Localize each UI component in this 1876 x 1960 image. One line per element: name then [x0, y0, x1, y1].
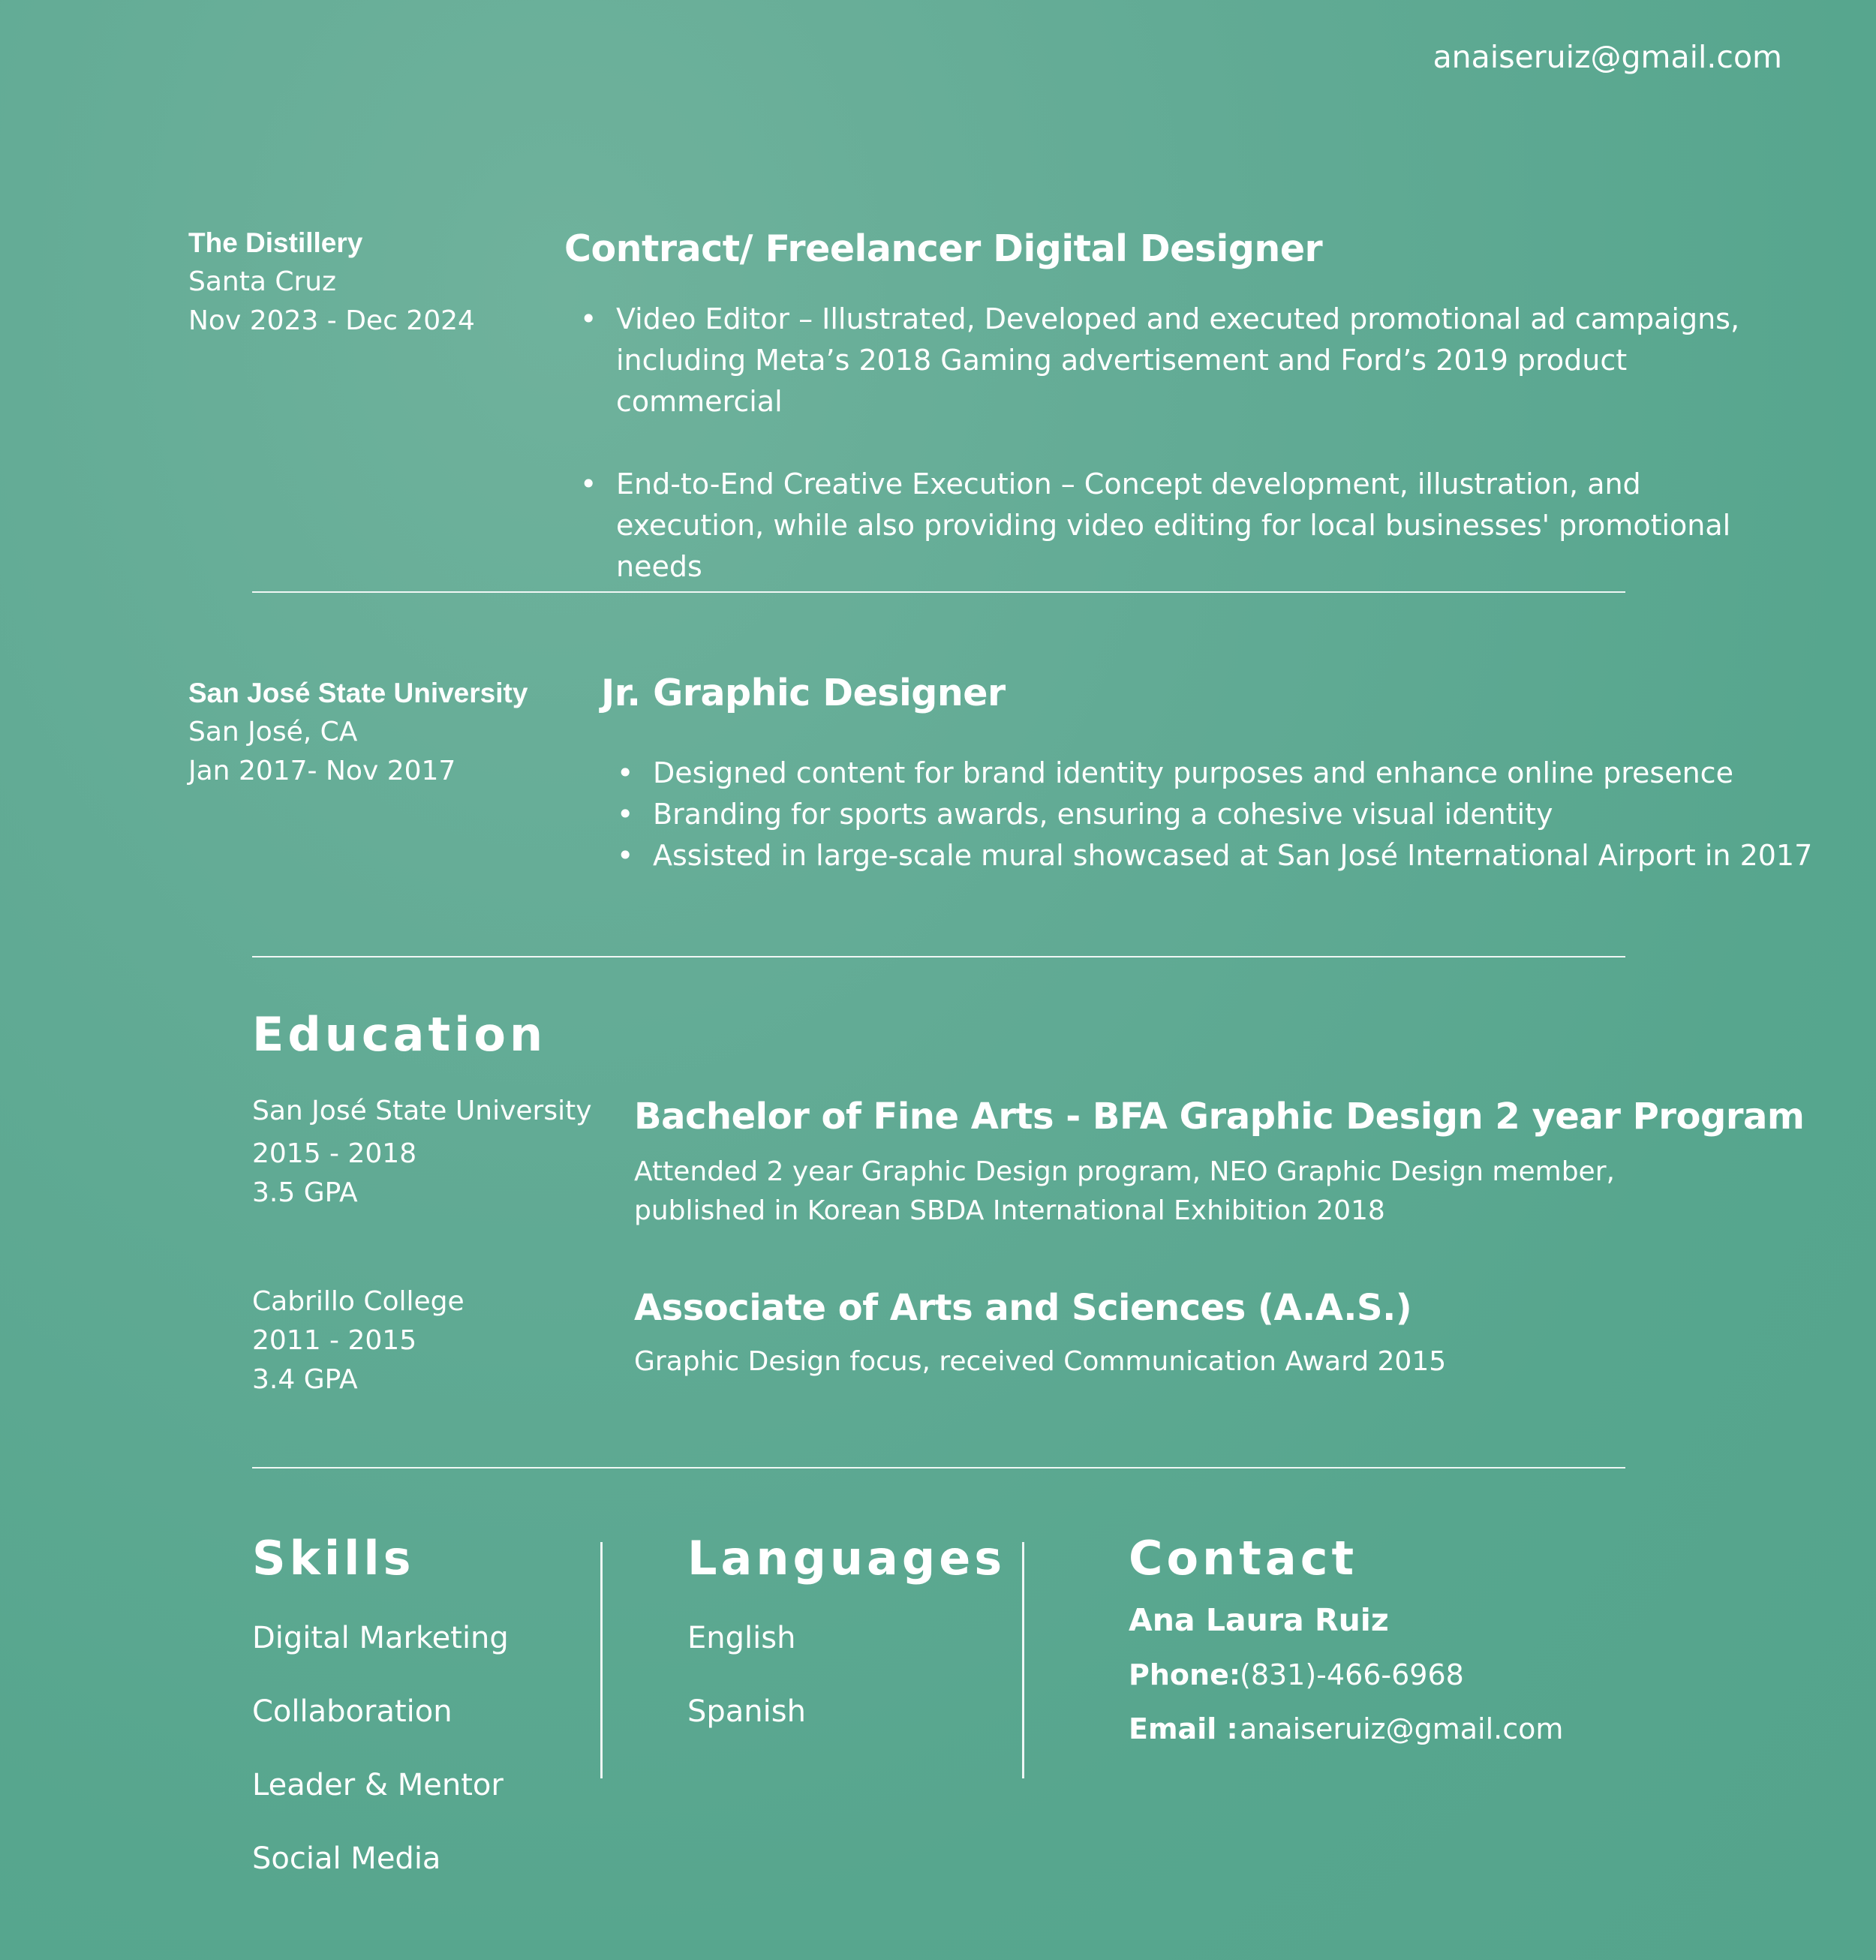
- edu-2-years: 2011 - 2015: [252, 1325, 417, 1356]
- education-heading: Education: [252, 1007, 547, 1062]
- edu-2-desc: Graphic Design focus, received Communication Award 2015: [634, 1346, 1447, 1377]
- edu-2-degree: Associate of Arts and Sciences (A.A.S.): [634, 1287, 1412, 1329]
- list-item: Leader & Mentor: [252, 1768, 504, 1802]
- divider: [252, 1467, 1625, 1468]
- list-item: English: [687, 1621, 796, 1655]
- job-2-org: San José State University: [188, 678, 528, 708]
- job-1-bullets: [580, 299, 1781, 629]
- list-item: • Branding for sports awards, ensuring a cohesive visual identity: [617, 794, 1817, 835]
- list-item: • Designed content for brand identity purposes and enhance online presence: [617, 753, 1817, 794]
- job-2-title: Jr. Graphic Designer: [601, 672, 1006, 714]
- edu-1-desc-line: published in Korean SBDA International Exhibition 2018: [634, 1195, 1385, 1226]
- email-value[interactable]: anaiseruiz@gmail.com: [1240, 1712, 1564, 1745]
- contact-phone-row: [1129, 1658, 1464, 1691]
- edu-2-gpa: 3.4 GPA: [252, 1364, 358, 1395]
- contact-name: Ana Laura Ruiz: [1129, 1602, 1389, 1638]
- edu-1-degree: Bachelor of Fine Arts - BFA Graphic Design 2 year Program: [634, 1096, 1805, 1138]
- list-item: • Video Editor – Illustrated, Developed and executed promotional ad campaigns, including Meta’s 2018 Gaming advertisement and Ford’s 2019 product commercial: [580, 299, 1781, 422]
- edu-1-meta: [252, 1092, 592, 1213]
- languages-list: [687, 1621, 806, 1768]
- list-item: • Assisted in large-scale mural showcased at San José International Airport in 2017: [617, 835, 1817, 876]
- phone-value[interactable]: (831)-466-6968: [1240, 1658, 1464, 1691]
- job-1-meta: [188, 224, 549, 341]
- edu-1-gpa: 3.5 GPA: [252, 1177, 358, 1208]
- job-1-dates: Nov 2023 - Dec 2024: [188, 305, 475, 336]
- job-1-title: Contract/ Freelancer Digital Designer: [564, 227, 1323, 270]
- edu-1-desc-line: Attended 2 year Graphic Design program, NEO Graphic Design member,: [634, 1156, 1615, 1187]
- languages-heading: Languages: [687, 1531, 1006, 1586]
- edu-1-years: 2015 - 2018: [252, 1138, 417, 1169]
- list-item: Digital Marketing: [252, 1621, 509, 1655]
- contact-heading: Contact: [1129, 1531, 1358, 1586]
- email-label: Email :: [1129, 1712, 1238, 1745]
- contact-email-row: [1129, 1712, 1563, 1745]
- edu-1-school: San José State University: [252, 1096, 592, 1126]
- job-2-meta: [188, 674, 549, 791]
- column-divider: [600, 1542, 603, 1778]
- job-2-dates: Jan 2017- Nov 2017: [188, 756, 456, 786]
- divider: [252, 956, 1625, 957]
- column-divider: [1022, 1542, 1024, 1778]
- list-item: Collaboration: [252, 1694, 452, 1729]
- edu-2-school: Cabrillo College: [252, 1286, 464, 1317]
- job-2-location: San José, CA: [188, 717, 358, 747]
- divider: [252, 591, 1625, 593]
- list-item: Social Media: [252, 1841, 441, 1876]
- job-1-location: Santa Cruz: [188, 266, 336, 297]
- job-2-bullets: [617, 753, 1817, 876]
- list-item: Spanish: [687, 1694, 806, 1729]
- edu-1-desc: [634, 1153, 1615, 1231]
- skills-heading: Skills: [252, 1531, 415, 1586]
- edu-2-meta: [252, 1282, 464, 1399]
- list-item: • End-to-End Creative Execution – Concept development, illustration, and execution, while also providing video editing for local businesses' promotional needs: [580, 464, 1781, 588]
- job-1-org: The Distillery: [188, 227, 363, 258]
- header-email[interactable]: anaiseruiz@gmail.com: [1433, 39, 1782, 75]
- skills-list: [252, 1621, 509, 1915]
- phone-label: Phone:: [1129, 1658, 1241, 1691]
